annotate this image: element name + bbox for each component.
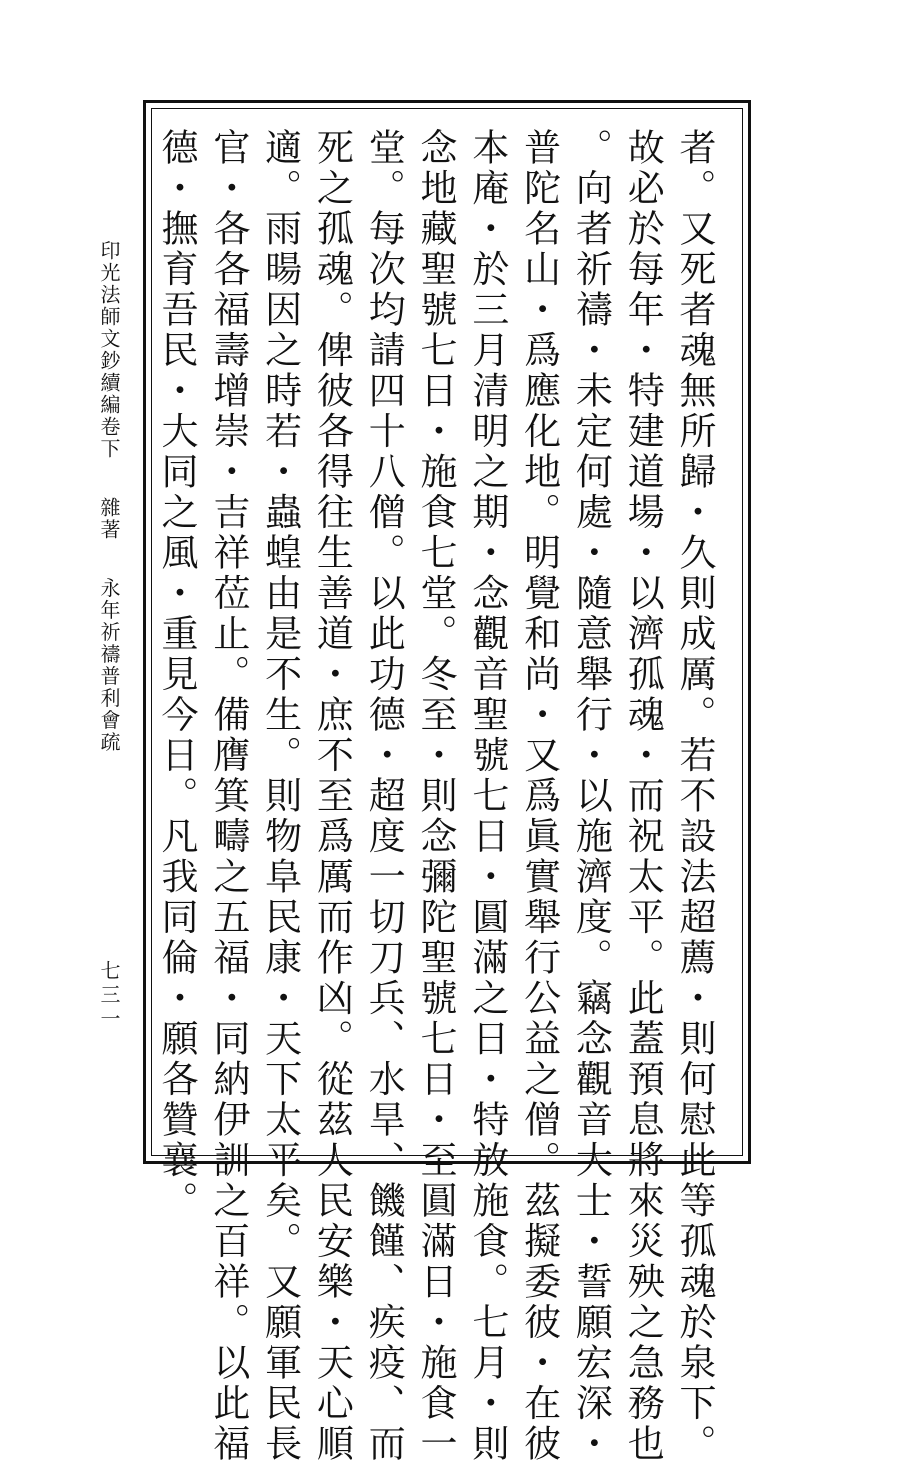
article-title: 永年祈禱普利會疏: [97, 577, 121, 754]
book-title: 印光法師文鈔續編卷下: [97, 240, 121, 460]
section-label: 雜著: [97, 496, 121, 541]
text-column: 念地藏聖號七日・施食七堂。冬至・則念彌陀聖號七日・至圓滿日・施食一: [414, 128, 458, 1465]
text-column: 官・各各福壽增崇・吉祥莅止。備膺箕疇之五福・同納伊訓之百祥。以此福: [206, 128, 250, 1465]
text-column: 。向者祈禱・未定何處・隨意舉行・以施濟度。竊念觀音大士・誓願宏深・: [569, 128, 613, 1465]
text-column: 死之孤魂。俾彼各得往生善道・庶不至爲厲而作凶。從茲人民安樂・天心順: [310, 128, 354, 1465]
text-column: 堂。每次均請四十八僧。以此功德・超度一切刀兵、水旱、饑饉、疾疫、而: [362, 128, 406, 1465]
text-column: 故必於每年・特建道場・以濟孤魂・而祝太平。此蓋預息將來災殃之急務也: [621, 128, 665, 1465]
text-column: 德・撫育吾民・大同之風・重見今日。凡我同倫・願各贊襄。: [155, 128, 199, 1222]
body-text: [155, 128, 720, 1465]
running-header: [95, 240, 124, 760]
text-column: 適。雨暘因之時若・蟲蝗由是不生。則物阜民康・天下太平矣。又願軍民長: [258, 128, 302, 1465]
page-number: 七三一: [97, 960, 121, 1032]
text-column: 普陀名山・爲應化地。明覺和尚・又爲眞實舉行公益之僧。茲擬委彼・在彼: [517, 128, 561, 1465]
text-column: 者。又死者魂無所歸・久則成厲。若不設法超薦・則何慰此等孤魂於泉下。: [673, 128, 716, 1465]
text-column: 本庵・於三月清明之期・念觀音聖號七日・圓滿之日・特放施食。七月・則: [465, 128, 509, 1465]
